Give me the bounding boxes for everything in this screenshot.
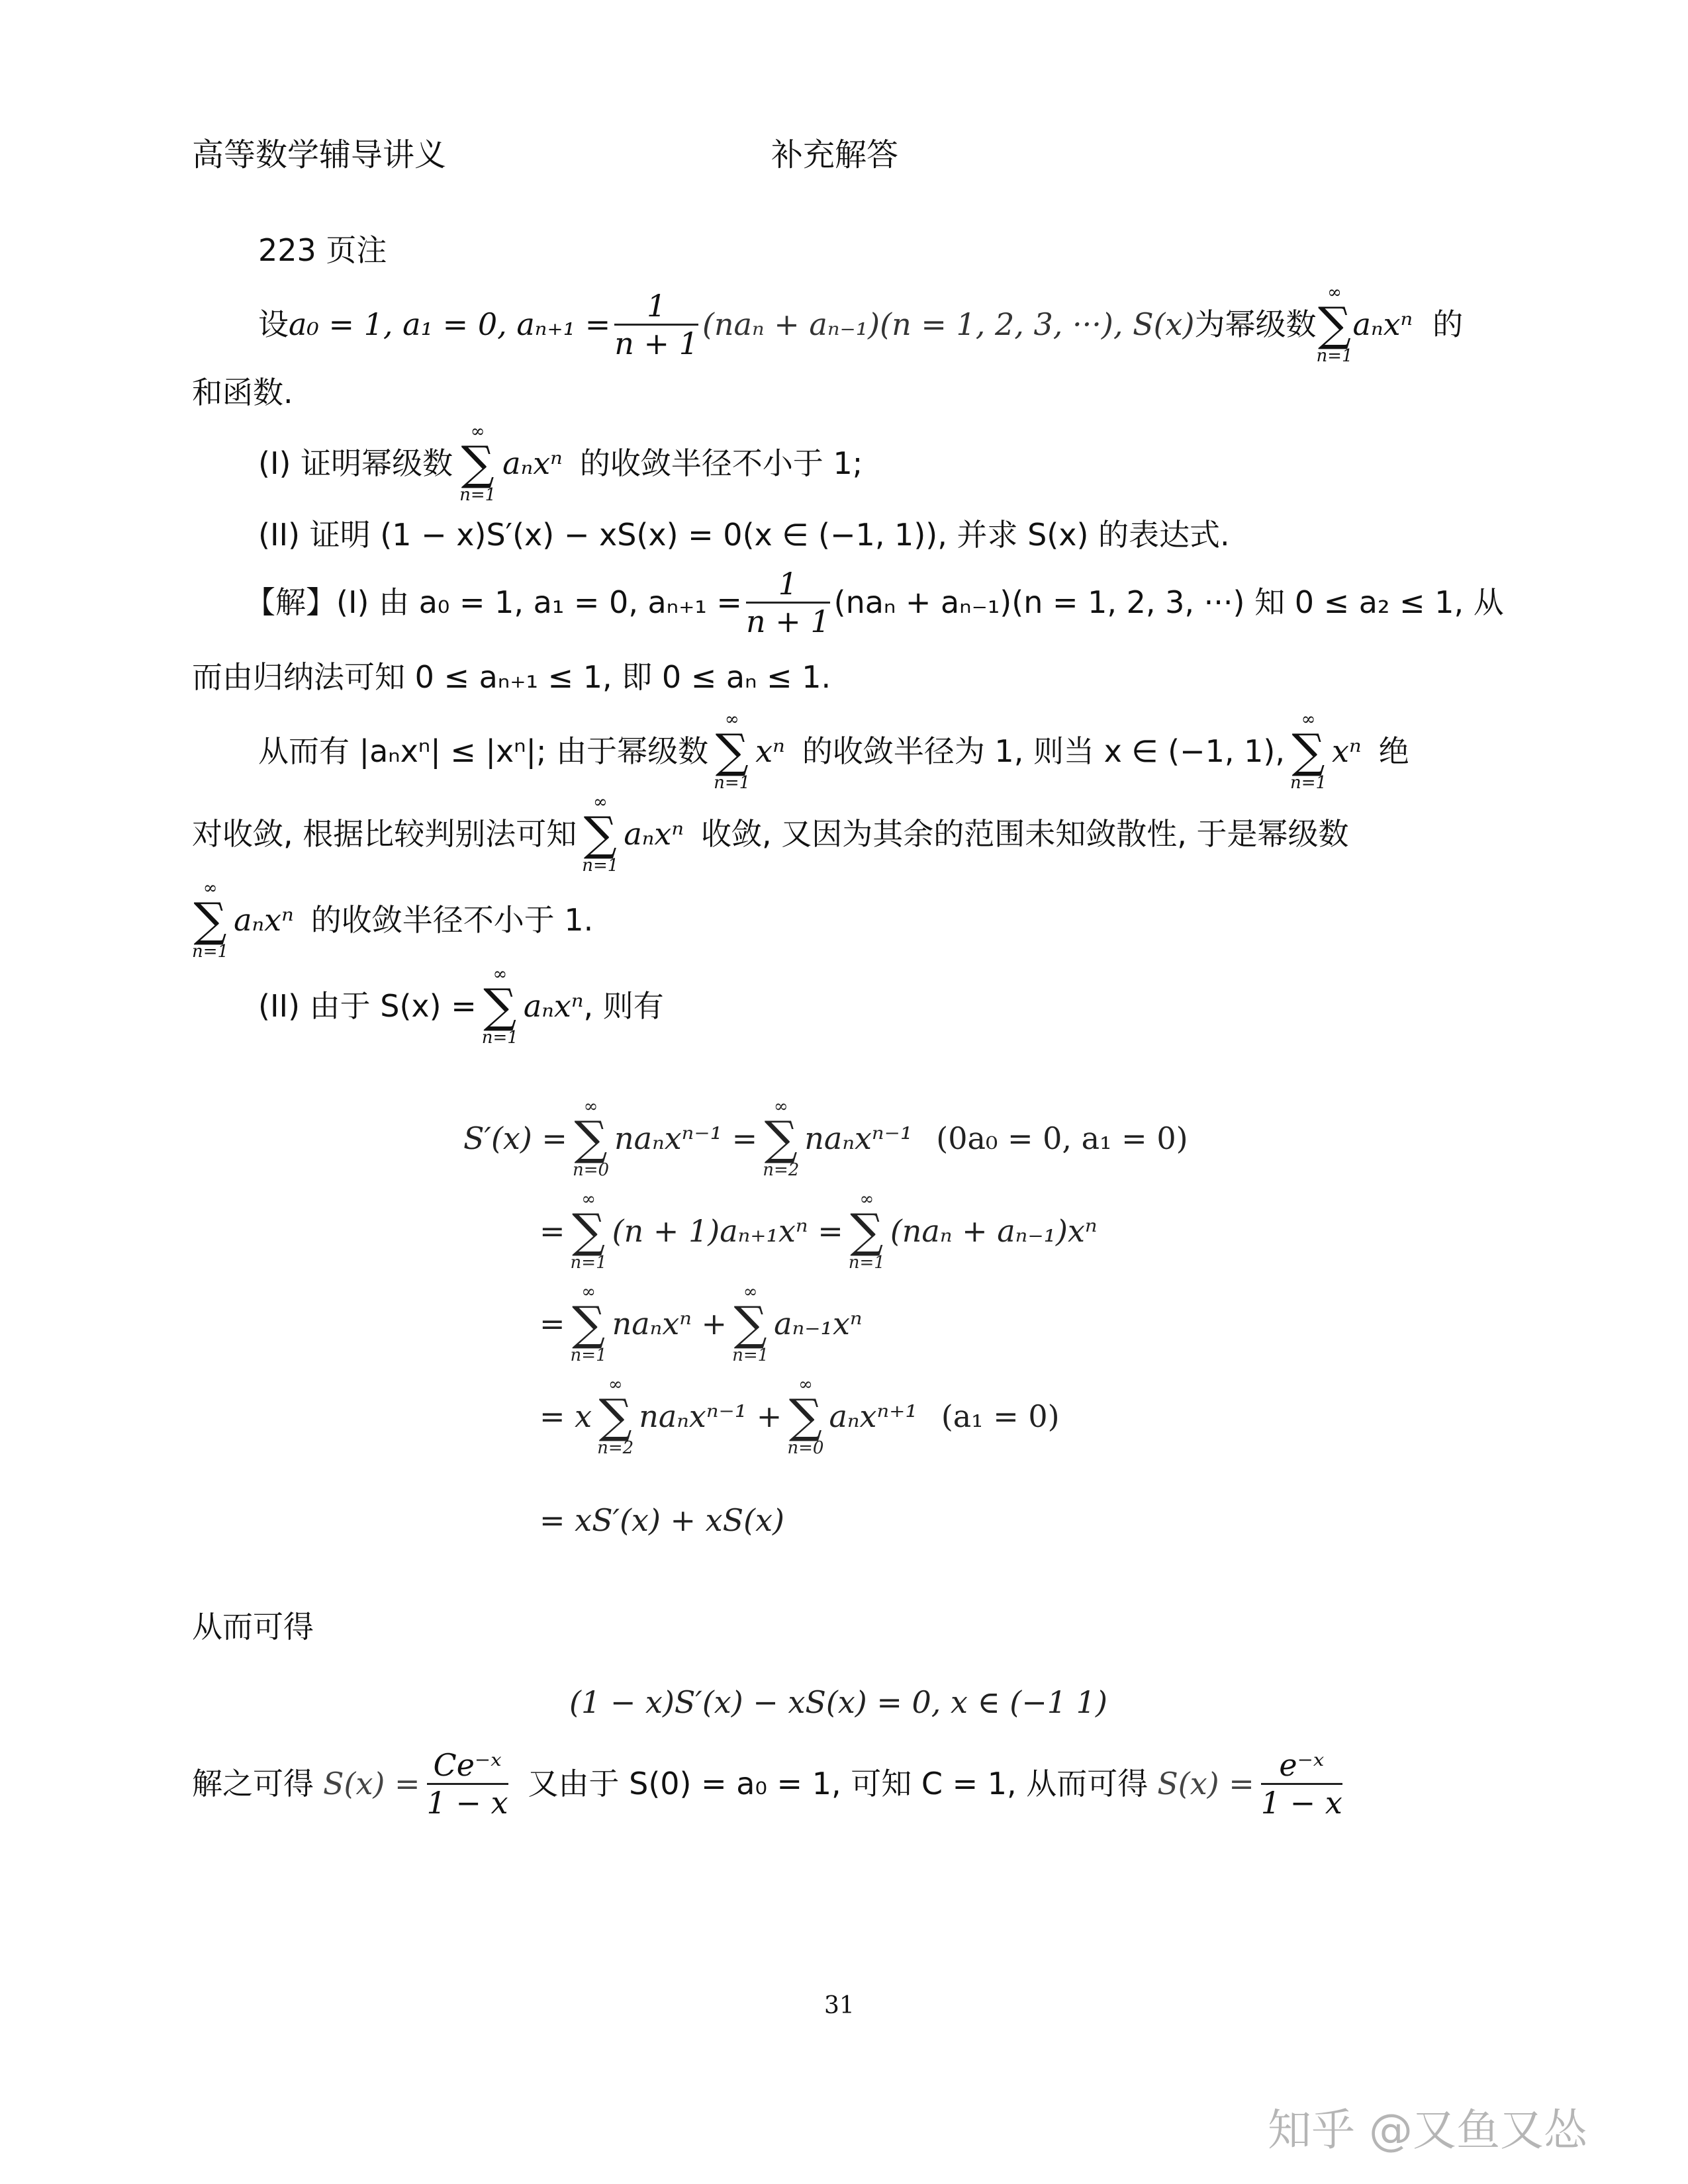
equals-sign: =	[539, 1213, 565, 1249]
conclusion-line-3	[192, 1741, 1342, 1827]
problem-math-a: a₀ = 1, a₁ = 0, aₙ₊₁ =	[289, 306, 611, 342]
derivation-term: naₙxⁿ⁻¹	[804, 1120, 913, 1156]
solution-line-6	[258, 963, 664, 1049]
sum-lower: n=1	[714, 773, 751, 793]
section-title: 223 页注	[258, 232, 387, 268]
fraction-numerator: e⁻ˣ	[1261, 1750, 1342, 1785]
sum-lower: n=1	[732, 1345, 769, 1365]
problem-math-b: (naₙ + aₙ₋₁)(n = 1, 2, 3, ···), S(x)	[702, 306, 1195, 342]
series-term: aₙxⁿ	[502, 445, 563, 481]
sigma-glyph: ∑	[461, 436, 494, 490]
summation-symbol	[787, 1376, 823, 1457]
series-term: aₙxⁿ	[234, 902, 294, 938]
solution-label: 【解】	[245, 584, 336, 620]
series-term: xⁿ	[1332, 733, 1362, 769]
series-term: xⁿ	[755, 733, 785, 769]
series-term: aₙxⁿ	[1352, 306, 1413, 342]
sigma-glyph: ∑	[1317, 297, 1351, 351]
solution-s1-suffix: (naₙ + aₙ₋₁)(n = 1, 2, 3, ···) 知 0 ≤ a₂ ≤ 1, 从	[833, 584, 1504, 620]
derivation-line-3	[539, 1281, 863, 1367]
sum-lower: n=1	[481, 1028, 518, 1048]
fraction-denominator: 1 − x	[1260, 1784, 1342, 1821]
sigma-glyph: ∑	[598, 1389, 632, 1443]
derivation-term: naₙxⁿ +	[612, 1306, 727, 1342]
problem-text-de: 的	[1432, 306, 1464, 342]
solution-s6-suffix: , 则有	[583, 988, 664, 1024]
solution-s4-prefix: 对收敛, 根据比较判别法可知	[192, 816, 577, 852]
fraction-numerator: Ce⁻ˣ	[427, 1750, 508, 1785]
sum-lower: n=2	[763, 1160, 800, 1180]
conclusion-equation: (1 − x)S′(x) − xS(x) = 0, x ∈ (−1 1)	[569, 1684, 1107, 1720]
header-center: 补充解答	[771, 136, 899, 173]
sum-lower: n=0	[572, 1160, 610, 1180]
sigma-glyph: ∑	[193, 893, 227, 947]
summation-symbol	[571, 1191, 607, 1271]
sum-lower: n=1	[1316, 346, 1353, 366]
sigma-glyph: ∑	[764, 1111, 798, 1165]
conclusion-fraction-1	[426, 1747, 508, 1821]
derivation-note: (a₁ = 0)	[941, 1398, 1060, 1434]
summation-symbol	[714, 711, 750, 792]
derivation-term: aₙ₋₁xⁿ	[774, 1306, 863, 1342]
solution-s5-suffix: 的收敛半径不小于 1.	[310, 902, 594, 938]
solution-fraction	[745, 565, 830, 639]
conclusion-line-1: 从而可得	[192, 1609, 314, 1645]
derivation-line-4	[539, 1373, 1060, 1459]
problem-fraction	[614, 287, 698, 361]
sum-lower: n=2	[597, 1438, 634, 1458]
conclusion-prefix: 解之可得	[192, 1766, 314, 1801]
conclusion-lhs: S(x) =	[323, 1766, 420, 1801]
summation-symbol	[597, 1376, 633, 1457]
sum-lower: n=1	[459, 485, 496, 505]
sum-lower: n=0	[787, 1438, 824, 1458]
sum-upper: ∞	[1327, 283, 1342, 302]
sigma-glyph: ∑	[733, 1297, 767, 1351]
problem-line-1	[258, 278, 1463, 371]
solution-s1-prefix: (I) 由 a₀ = 1, a₁ = 0, aₙ₊₁ =	[336, 584, 742, 620]
derivation-line-2	[539, 1188, 1098, 1274]
summation-symbol	[459, 423, 496, 504]
summation-symbol	[582, 794, 618, 874]
part1-label: (I) 证明幂级数	[258, 445, 453, 481]
problem-part-2: (II) 证明 (1 − x)S′(x) − xS(x) = 0(x ∈ (−1, 1)), 并求 S(x) 的表达式.	[258, 517, 1230, 553]
summation-symbol	[573, 1098, 609, 1179]
summation-symbol	[482, 966, 518, 1046]
sum-upper: ∞	[581, 1189, 596, 1209]
conclusion-rhs: S(x) =	[1157, 1766, 1254, 1801]
solution-s3-prefix: 从而有 |aₙxⁿ| ≤ |xⁿ|; 由于幂级数	[258, 733, 709, 769]
sum-lower: n=1	[848, 1253, 885, 1273]
sum-upper: ∞	[583, 1097, 598, 1116]
summation-symbol	[1316, 284, 1352, 365]
sum-upper: ∞	[203, 878, 218, 898]
conclusion-fraction-2	[1260, 1747, 1342, 1821]
sum-lower: n=1	[570, 1345, 607, 1365]
sum-upper: ∞	[581, 1282, 596, 1302]
fraction-numerator: 1	[746, 569, 830, 604]
problem-part-1	[258, 424, 863, 503]
derivation-line-5: = xS′(x) + xS(x)	[539, 1502, 784, 1538]
sum-lower: n=1	[570, 1253, 607, 1273]
sum-lower: n=1	[1289, 773, 1327, 793]
solution-line-4	[192, 791, 1348, 877]
series-term: aₙxⁿ	[523, 988, 584, 1024]
solution-s3-mid: 的收敛半径为 1, 则当 x ∈ (−1, 1),	[802, 733, 1285, 769]
sum-upper: ∞	[859, 1189, 874, 1209]
sigma-glyph: ∑	[1291, 724, 1325, 778]
summation-symbol	[849, 1191, 885, 1271]
series-term: aₙxⁿ	[624, 816, 684, 852]
derivation-term: naₙxⁿ⁻¹ +	[639, 1398, 782, 1434]
problem-line-2: 和函数.	[192, 375, 293, 410]
sigma-glyph: ∑	[572, 1297, 606, 1351]
derivation-term: naₙxⁿ⁻¹ =	[614, 1120, 758, 1156]
derivation-term: (n + 1)aₙ₊₁xⁿ =	[612, 1213, 843, 1249]
problem-text-power-series: 为幂级数	[1194, 306, 1317, 342]
solution-line-5	[192, 877, 593, 963]
derivation-line-1	[463, 1095, 1188, 1181]
sum-upper: ∞	[470, 422, 485, 441]
summation-symbol	[732, 1283, 769, 1364]
sum-upper: ∞	[724, 709, 739, 729]
sigma-glyph: ∑	[574, 1111, 608, 1165]
fraction-denominator: n + 1	[614, 325, 698, 361]
fraction-numerator: 1	[614, 291, 698, 326]
sigma-glyph: ∑	[583, 807, 617, 861]
derivation-term: aₙxⁿ⁺¹	[829, 1398, 917, 1434]
derivation-term: (naₙ + aₙ₋₁)xⁿ	[890, 1213, 1098, 1249]
summation-symbol	[571, 1283, 607, 1364]
fraction-denominator: 1 − x	[426, 1784, 508, 1821]
page-number: 31	[824, 1992, 855, 2019]
solution-s4-mid: 收敛, 又因为其余的范围未知敛散性, 于是幂级数	[700, 816, 1349, 852]
sum-upper: ∞	[773, 1097, 788, 1116]
sum-upper: ∞	[743, 1282, 758, 1302]
fraction-denominator: n + 1	[745, 603, 830, 639]
watermark: 知乎 @又鱼又怂	[1268, 2105, 1587, 2156]
solution-line-3	[258, 708, 1409, 794]
sum-upper: ∞	[798, 1375, 813, 1394]
summation-symbol	[192, 880, 228, 960]
sum-lower: n=1	[582, 856, 619, 876]
solution-s3-end: 绝	[1378, 733, 1409, 769]
sigma-glyph: ∑	[572, 1204, 606, 1258]
sum-upper: ∞	[592, 792, 608, 812]
derivation-note: (0a₀ = 0, a₁ = 0)	[936, 1120, 1188, 1156]
equals-x: = x	[539, 1398, 592, 1434]
sigma-glyph: ∑	[483, 979, 517, 1033]
summation-symbol	[763, 1098, 799, 1179]
sigma-glyph: ∑	[850, 1204, 884, 1258]
sigma-glyph: ∑	[715, 724, 749, 778]
solution-s6-prefix: (II) 由于 S(x) =	[258, 988, 477, 1024]
sum-lower: n=1	[192, 942, 229, 962]
part1-suffix: 的收敛半径不小于 1;	[579, 445, 863, 481]
header-left: 高等数学辅导讲义	[192, 136, 447, 173]
summation-symbol	[1290, 711, 1327, 792]
solution-line-2: 而由归纳法可知 0 ≤ aₙ₊₁ ≤ 1, 即 0 ≤ aₙ ≤ 1.	[192, 659, 831, 695]
solution-line-1	[245, 563, 1504, 642]
conclusion-mid: 又由于 S(0) = a₀ = 1, 可知 C = 1, 从而可得	[528, 1766, 1149, 1801]
sum-upper: ∞	[1301, 709, 1316, 729]
derivation-lhs: S′(x) =	[463, 1120, 567, 1156]
equals-sign: =	[539, 1306, 565, 1342]
problem-prefix: 设	[258, 306, 289, 342]
sum-upper: ∞	[492, 964, 508, 984]
sum-upper: ∞	[608, 1375, 623, 1394]
sigma-glyph: ∑	[788, 1389, 822, 1443]
